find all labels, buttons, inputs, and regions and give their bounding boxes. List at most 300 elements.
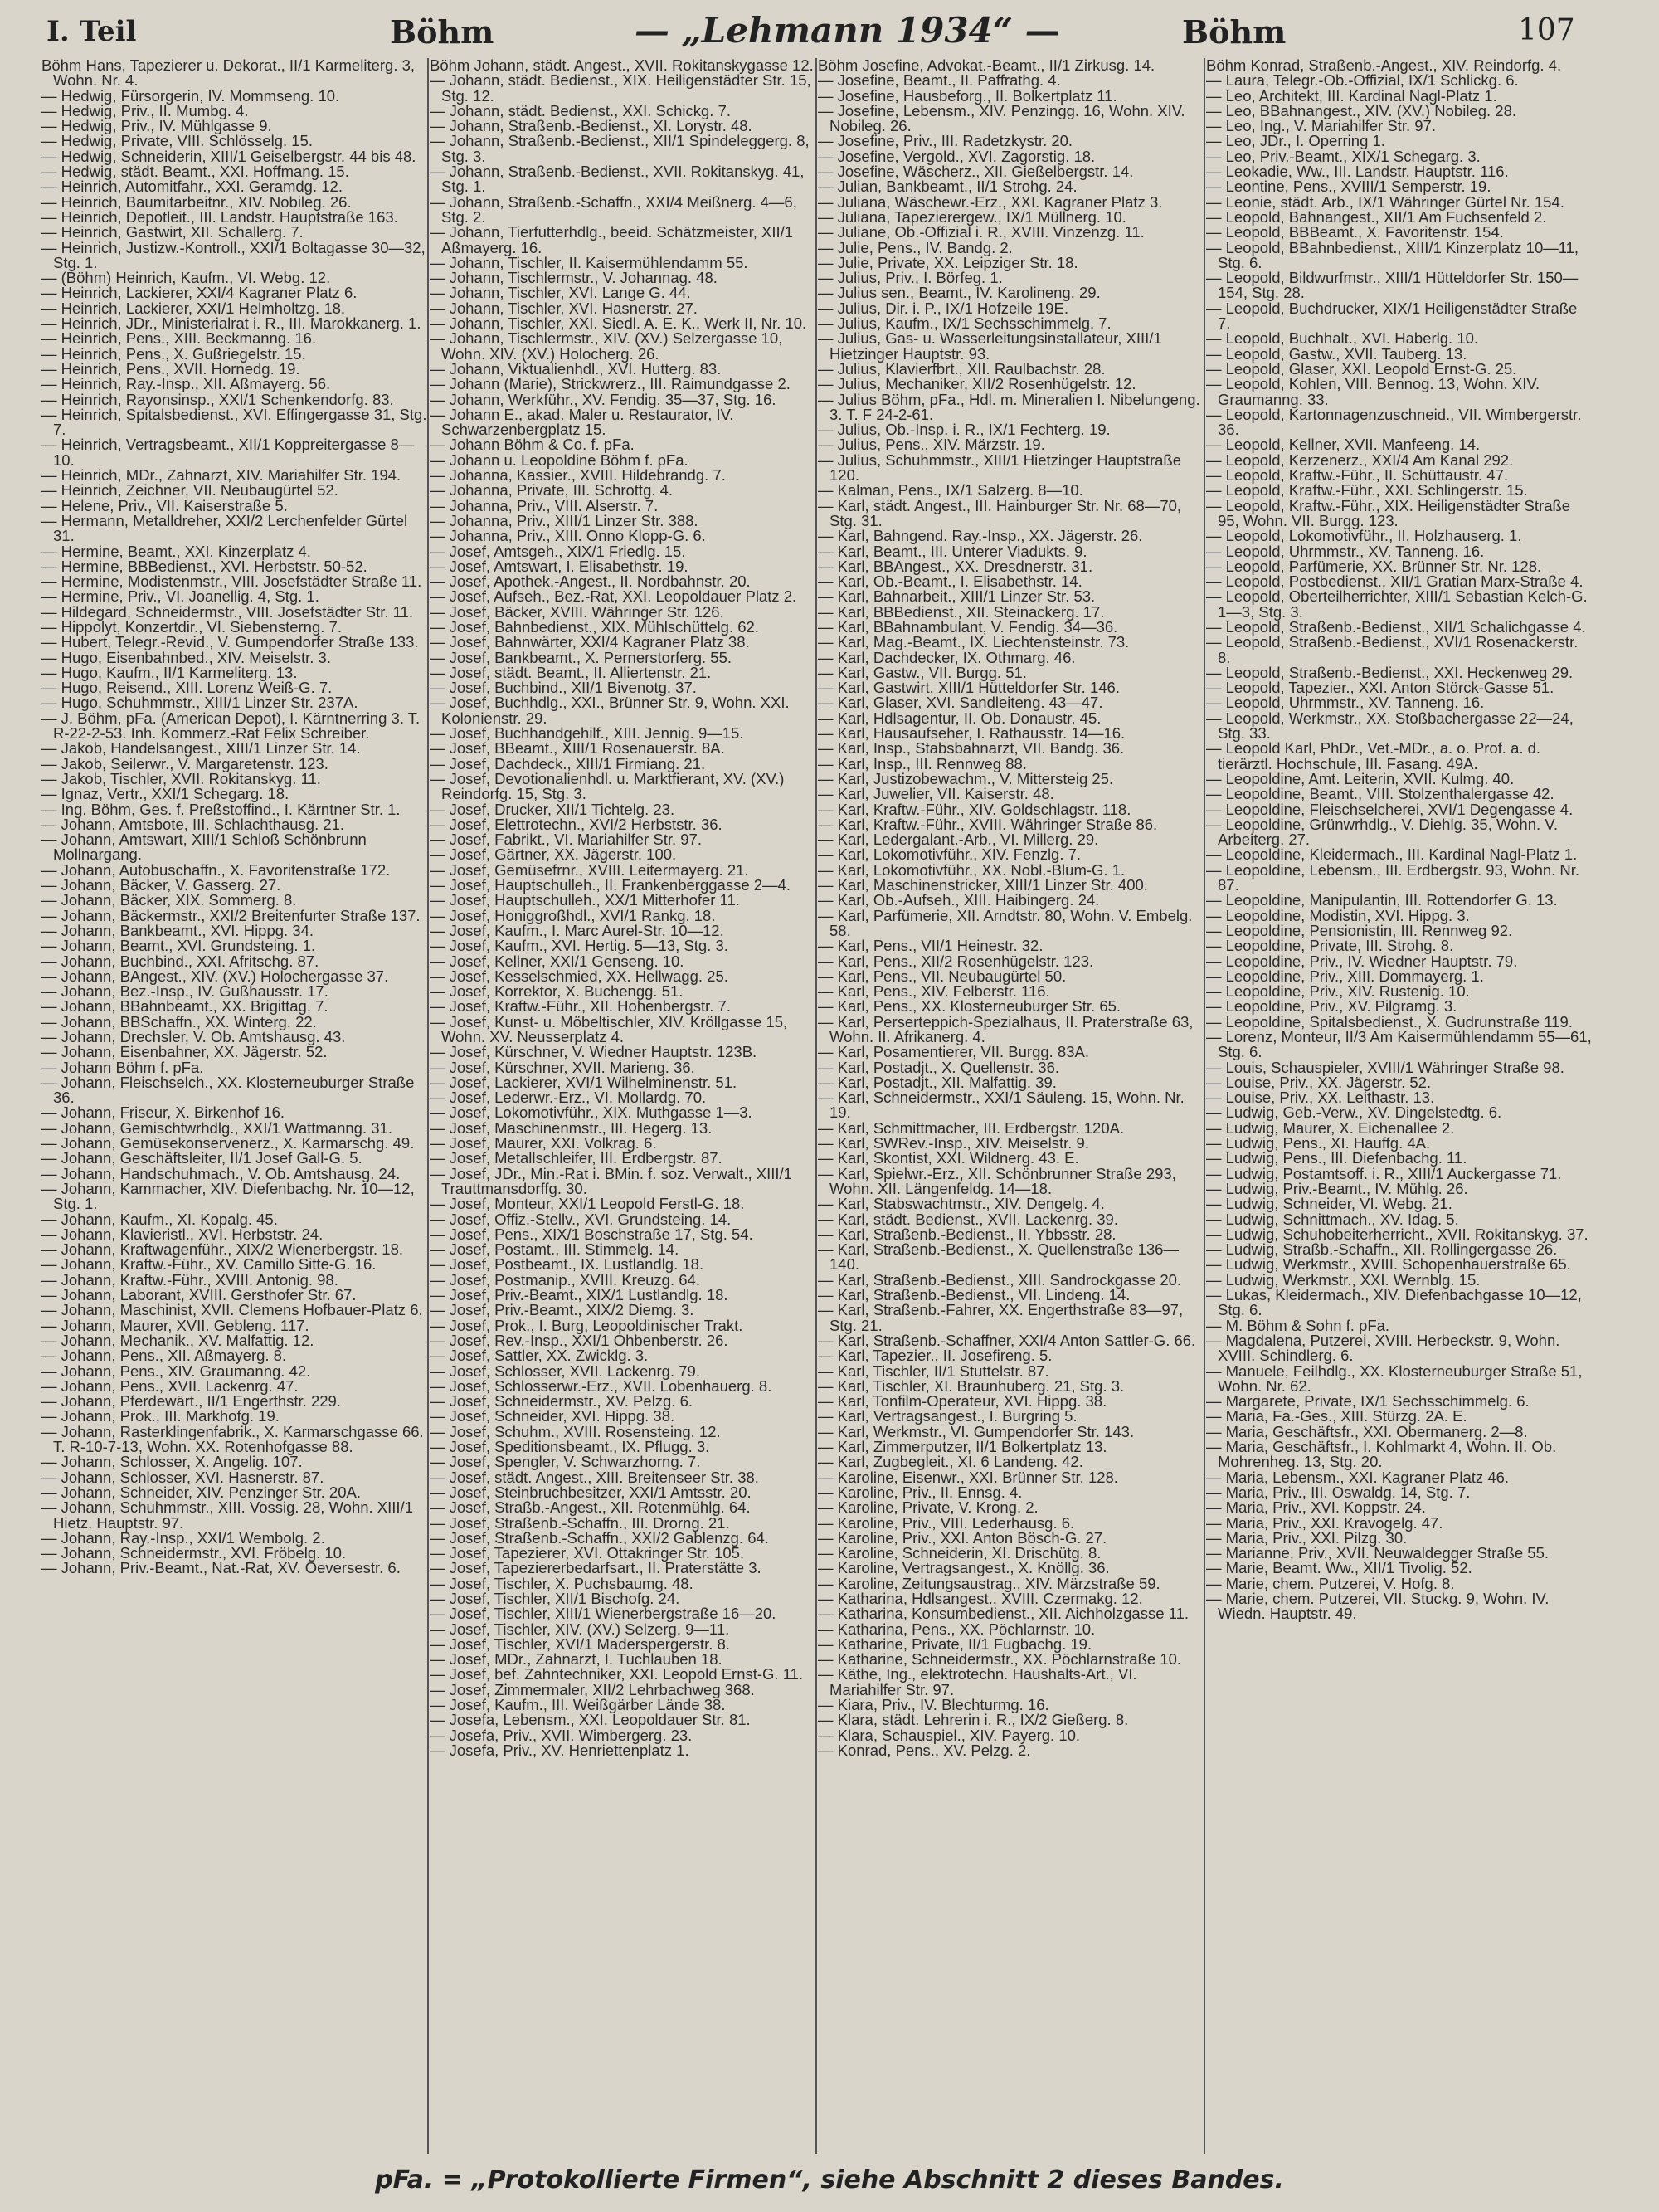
- directory-entry: — Konrad, Pens., XV. Pelzg. 2.: [818, 1741, 1031, 1759]
- directory-entry: — Johanna, Priv., XIII. Onno Klopp-G. 6.: [430, 527, 706, 545]
- directory-entry: — Karl, Juwelier, VII. Kaiserstr. 48.: [818, 785, 1054, 803]
- directory-entry: — Johann, Tischler, XVI. Hasnerstr. 27.: [430, 299, 698, 317]
- directory-entry: — Juliana, Wäschewr.-Erz., XXI. Kagraner Platz 3.: [818, 192, 1163, 211]
- directory-entry: — Leopold, Werkmstr., XX. Stoßbachergasse 22—24, Stg. 33.: [1206, 709, 1574, 743]
- directory-entry: — Josef, Tapeziererbedarfsart., II. Praterstätte 3.: [430, 1559, 761, 1577]
- directory-entry: — Heinrich, Justizw.-Kontroll., XXI/1 Boltagasse 30—32, Stg. 1.: [41, 238, 426, 271]
- directory-entry: — Josef, Buchhandgehilf., XIII. Jennig. 9—15.: [430, 724, 744, 743]
- directory-entry: — Karl, BBBedienst., XII. Steinackerg. 17.: [818, 602, 1105, 621]
- directory-entry: — Josef, Kraftw.-Führ., XII. Hohenbergstr. 7.: [430, 997, 731, 1016]
- directory-entry: — Josef, Gärtner, XX. Jägerstr. 100.: [430, 845, 677, 864]
- directory-entry: — Karl, Postadjt., XII. Malfattig. 39.: [818, 1073, 1057, 1091]
- directory-entry: — Ludwig, Pens., XI. Hauffg. 4A.: [1206, 1134, 1431, 1152]
- directory-entry: — Karl, Gastw., VII. Burgg. 51.: [818, 663, 1027, 681]
- directory-entry: — Heinrich, Depotleit., III. Landstr. Hauptstraße 163.: [41, 207, 398, 226]
- directory-entry: — Hedwig, Priv., II. Mumbg. 4.: [41, 101, 249, 119]
- directory-entry: — Josef, Bahnbedienst., XIX. Mühlschüttelg. 62.: [430, 617, 759, 636]
- directory-entry: — Hermann, Metalldreher, XXI/2 Lerchenfelder Gürtel 31.: [41, 511, 408, 545]
- directory-entry: — Johann, BBSchaffn., XX. Winterg. 22.: [41, 1012, 317, 1030]
- directory-entry: — Josef, Straßb.-Angest., XII. Rotenmühlg. 64.: [430, 1498, 751, 1517]
- directory-entry: — Johanna, Priv., XIII/1 Linzer Str. 388.: [430, 511, 698, 529]
- directory-entry: — Heinrich, Ray.-Insp., XII. Aßmayerg. 56.: [41, 375, 331, 393]
- directory-entry: — Josef, Kaufm., I. Marc Aurel-Str. 10—12.: [430, 921, 724, 939]
- directory-entry: — Johann, Straßenb.-Bedienst., XVII. Rokitanskyg. 41, Stg. 1.: [430, 163, 805, 196]
- directory-entry: — Josef, Maschinenmstr., III. Hegerg. 13.: [430, 1118, 713, 1137]
- directory-entry: — Julie, Private, XX. Leipziger Str. 18.: [818, 253, 1078, 271]
- directory-entry: — Karl, Ob.-Aufseh., XIII. Haibingerg. 24.: [818, 891, 1100, 909]
- directory-entry: — Leopold, Gastw., XVII. Tauberg. 13.: [1206, 344, 1467, 363]
- directory-entry: — Josef, Kunst- u. Möbeltischler, XIV. Kröllgasse 15, Wohn. XV. Neusserplatz 4.: [430, 1012, 788, 1045]
- directory-entry: — Heinrich, Vertragsbeamt., XII/1 Koppreitergasse 8—10.: [41, 436, 415, 469]
- directory-entry: — Josef, Offiz.-Stellv., XVI. Grundsteing. 14.: [430, 1210, 732, 1228]
- directory-entry: — Josef, Tischler, XVI/1 Maderspergerstr. 8.: [430, 1635, 730, 1653]
- directory-entry: — Katharina, Pens., XX. Pöchlarnstr. 10.: [818, 1620, 1096, 1638]
- directory-entry: — Karl, städt. Bedienst., XVII. Lackenrg. 39.: [818, 1210, 1118, 1228]
- directory-entry: — Leopoldine, Pensionistin, III. Rennweg 92.: [1206, 921, 1513, 939]
- directory-entry: — Julius, Priv., I. Börfeg. 1.: [818, 269, 1003, 287]
- directory-entry: — Johann, Priv.-Beamt., Nat.-Rat, XV. Oeversestr. 6.: [41, 1559, 401, 1577]
- column-4: [1206, 58, 1592, 2154]
- directory-entry: — Johanna, Priv., VIII. Alserstr. 7.: [430, 496, 659, 514]
- directory-entry: — Leopoldine, Grünwrhdlg., V. Diehlg. 35, Wohn. V. Arbeiterg. 27.: [1206, 815, 1559, 849]
- directory-entry: — Johann, BAngest., XIV. (XV.) Holochergasse 37.: [41, 967, 389, 985]
- directory-entry: — Karoline, Zeitungsaustrag., XIV. Märzstraße 59.: [818, 1574, 1160, 1592]
- directory-entry: — Maria, Lebensm., XXI. Kagraner Platz 46.: [1206, 1468, 1510, 1486]
- directory-entry: — Josefine, Wäscherz., XII. Gießelbergstr. 14.: [818, 163, 1134, 181]
- directory-entry: — Johann, Prok., III. Markhofg. 19.: [41, 1407, 280, 1425]
- directory-entry: — Josef, Zimmermaler, XII/2 Lehrbachweg 368.: [430, 1680, 755, 1698]
- footer-note: pFa. = „Protokollierte Firmen“, siehe Abschnitt 2 dieses Bandes.: [375, 2166, 1284, 2195]
- directory-entry: — Josef, Drucker, XII/1 Tichtelg. 23.: [430, 800, 675, 818]
- directory-entry: — Josef, Lokomotivführ., XIX. Muthgasse 1—3.: [430, 1104, 752, 1122]
- directory-entry: — Klara, Schauspiel., XIV. Payerg. 10.: [818, 1726, 1081, 1744]
- directory-entry: — Karl, Kraftw.-Führ., XIV. Goldschlagstr. 118.: [818, 800, 1131, 818]
- directory-entry: — Karl, Pens., XX. Klosterneuburger Str. 65.: [818, 997, 1121, 1016]
- directory-entry: — Karl, Bahngend. Ray.-Insp., XX. Jägerstr. 26.: [818, 527, 1143, 545]
- directory-entry: — Karl, Ledergalant.-Arb., VI. Millerg. 29.: [818, 831, 1099, 849]
- directory-entry: — Leonie, städt. Arb., IX/1 Währinger Gürtel Nr. 154.: [1206, 192, 1564, 211]
- directory-entry: Böhm Johann, städt. Angest., XVII. Rokitanskygasse 12.: [430, 58, 814, 74]
- directory-entry: — Leo, Priv.-Beamt., XIX/1 Schegarg. 3.: [1206, 147, 1481, 165]
- directory-entry: — Karl, Ob.-Beamt., I. Elisabethstr. 14.: [818, 572, 1082, 591]
- directory-entry: — Karoline, Schneiderin, XI. Drischütg. 8.: [818, 1544, 1102, 1562]
- directory-entry: — Johann, Klavieristl., XVI. Herbststr. 24.: [41, 1225, 324, 1243]
- directory-entry: — Johann, Ray.-Insp., XXI/1 Wembolg. 2.: [41, 1528, 325, 1547]
- directory-entry: — Maria, Fa.-Ges., XIII. Stürzg. 2A. E.: [1206, 1407, 1467, 1425]
- directory-entry: — Johann, Werkführ., XV. Fendig. 35—37, Stg. 16.: [430, 390, 776, 408]
- directory-title: — „Lehmann 1934“ —: [635, 10, 1060, 51]
- directory-entry: — Leopoldine, Modistin, XVI. Hippg. 3.: [1206, 906, 1470, 924]
- column-rule: [1204, 58, 1205, 2154]
- directory-entry: — Josef, Postamt., III. Stimmelg. 14.: [430, 1240, 679, 1259]
- directory-entry: — Johann, Schneidermstr., XVI. Fröbelg. 10.: [41, 1544, 347, 1562]
- directory-entry: — Julius Böhm, pFa., Hdl. m. Mineralien I. Nibelungeng. 3. T. F 24-2-61.: [818, 390, 1200, 423]
- directory-entry: — Johanna, Kassier., XVIII. Hildebrandg. 7.: [430, 466, 726, 485]
- directory-entry: — Hedwig, Schneiderin, XIII/1 Geiselbergstr. 44 bis 48.: [41, 147, 416, 165]
- directory-entry: — Johann, städt. Bedienst., XIX. Heiligenstädter Str. 15, Stg. 12.: [430, 71, 811, 105]
- directory-entry: — Leopoldine, Kleidermach., III. Kardinal Nagl-Platz 1.: [1206, 845, 1578, 864]
- directory-entry: — Josef, Hauptschulleh., II. Frankenberggasse 2—4.: [430, 876, 791, 894]
- directory-entry: — Leopold, Lokomotivführ., II. Holzhauserg. 1.: [1206, 527, 1522, 545]
- directory-entry: — Josef, Pens., XIX/1 Boschstraße 17, Stg. 54.: [430, 1225, 753, 1243]
- directory-entry: — Josef, Kellner, XXI/1 Genseng. 10.: [430, 952, 684, 970]
- directory-entry: — Katharina, Hdlsangest., XVIII. Czermakg. 12.: [818, 1589, 1143, 1607]
- directory-entry: — Hubert, Telegr.-Revid., V. Gumpendorfer Straße 133.: [41, 633, 419, 651]
- directory-entry: — Johann, Viktualienhdl., XVI. Hutterg. 83.: [430, 359, 722, 378]
- directory-entry: — Karl, Zugbegleit., XI. 6 Landeng. 42.: [818, 1453, 1083, 1471]
- directory-entry: — Hermine, Beamt., XXI. Kinzerplatz 4.: [41, 542, 311, 560]
- directory-entry: — Johann, Pens., XIV. Graumanng. 42.: [41, 1362, 311, 1380]
- directory-entry: — Leopold, Straßenb.-Bedienst., XVI/1 Rosenackerstr. 8.: [1206, 633, 1579, 666]
- directory-entry: — Hugo, Kaufm., II/1 Karmeliterg. 13.: [41, 663, 298, 681]
- directory-entry: — Leopoldine, Priv., IV. Wiedner Hauptstr. 79.: [1206, 952, 1518, 970]
- directory-entry: — Josefine, Priv., III. Radetzkystr. 20.: [818, 132, 1073, 150]
- directory-entry: — Karl, Straßenb.-Bedienst., II. Ybbsstr. 28.: [818, 1225, 1117, 1243]
- directory-entry: — Josef, Kaufm., XVI. Hertig. 5—13, Stg. 3.: [430, 937, 728, 955]
- directory-entry: — Josefine, Hausbeforg., II. Bolkertplatz 11.: [818, 86, 1117, 105]
- directory-entry: — Karl, Hdlsagentur, II. Ob. Donaustr. 45.: [818, 709, 1102, 727]
- directory-entry: — Johann, Pferdewärt., II/1 Engerthstr. 229.: [41, 1392, 341, 1411]
- column-rule: [815, 58, 817, 2154]
- directory-entry: — Ludwig, Pens., III. Diefenbachg. 11.: [1206, 1149, 1467, 1167]
- directory-entry: — Manuele, Feilhdlg., XX. Klosterneuburger Straße 51, Wohn. Nr. 62.: [1206, 1362, 1583, 1395]
- directory-entry: — Karl, Skontist, XXI. Wildnerg. 43. E.: [818, 1149, 1079, 1167]
- directory-entry: — Heinrich, Automitfahr., XXI. Geramdg. 12.: [41, 178, 343, 196]
- directory-entry: — Hugo, Schuhmmstr., XIII/1 Linzer Str. 237A.: [41, 694, 358, 712]
- directory-entry: — Leopoldine, Fleischselcherei, XVI/1 Degengasse 4.: [1206, 800, 1574, 818]
- directory-entry: — Heinrich, MDr., Zahnarzt, XIV. Mariahilfer Str. 194.: [41, 466, 401, 485]
- directory-entry: — Karl, Straßenb.-Bedienst., XIII. Sandrockgasse 20.: [818, 1270, 1182, 1289]
- directory-entry: — Leo, Architekt, III. Kardinal Nagl-Platz 1.: [1206, 86, 1497, 105]
- directory-entry: — Leopold, Kohlen, VIII. Bennog. 13, Wohn. XIV. Graumanng. 33.: [1206, 375, 1540, 408]
- directory-entry: — Leopold, Kellner, XVII. Manfeeng. 14.: [1206, 436, 1481, 454]
- directory-entry: — Karl, Dachdecker, IX. Othmarg. 46.: [818, 648, 1076, 666]
- directory-entry: — Karl, Insp., III. Rennweg 88.: [818, 754, 1027, 772]
- directory-entry: — Johann, Maurer, XVII. Gebleng. 117.: [41, 1316, 309, 1334]
- directory-entry: — Karl, Postadjt., X. Quellenstr. 36.: [818, 1058, 1059, 1076]
- directory-entry: — Klara, städt. Lehrerin i. R., IX/2 Gießerg. 8.: [818, 1711, 1129, 1729]
- directory-entry: — Hildegard, Schneidermstr., VIII. Josefstädter Str. 11.: [41, 602, 413, 621]
- directory-entry: — Josef, Straßenb.-Schaffn., III. Drorng. 21.: [430, 1513, 730, 1532]
- directory-entry: — Heinrich, Zeichner, VII. Neubaugürtel 52.: [41, 481, 338, 499]
- directory-entry: — Karl, BBahnambulant, V. Fendig. 34—36.: [818, 617, 1118, 636]
- directory-entry: — Johann, Schneider, XIV. Penzinger Str. 20A.: [41, 1483, 361, 1501]
- directory-entry: — Leopold, Kraftw.-Führ., XXI. Schlingerstr. 15.: [1206, 481, 1528, 499]
- directory-entry: — Leopoldine, Beamt., VIII. Stolzenthalergasse 42.: [1206, 785, 1554, 803]
- right-running-head: Böhm: [1182, 13, 1287, 51]
- directory-entry: — Ludwig, Schneider, VI. Webg. 21.: [1206, 1195, 1452, 1213]
- directory-entry: — Karl, BBAngest., XX. Dresdnerstr. 31.: [818, 557, 1093, 575]
- directory-entry: — Johann, Tischlermstr., V. Johannag. 48.: [430, 269, 718, 287]
- directory-entry: — Leopold, Straßenb.-Bedienst., XXI. Heckenweg 29.: [1206, 663, 1574, 681]
- directory-entry: — Johann, städt. Bedienst., XXI. Schickg. 7.: [430, 101, 731, 119]
- directory-entry: — Karl, Justizobewachm., V. Mittersteig 25.: [818, 769, 1114, 787]
- directory-entry: — Josef, Postbeamt., IX. Lustlandlg. 18.: [430, 1255, 704, 1274]
- directory-entry: — Maria, Priv., III. Oswaldg. 14, Stg. 7.: [1206, 1483, 1471, 1501]
- directory-entry: — Julius, Gas- u. Wasserleitungsinstallateur, XIII/1 Hietzinger Hauptstr. 93.: [818, 329, 1162, 363]
- directory-entry: — Johann, Kraftw.-Führ., XV. Camillo Sitte-G. 16.: [41, 1255, 377, 1274]
- directory-entry: — Ludwig, Straßb.-Schaffn., XII. Rollingergasse 26.: [1206, 1240, 1558, 1259]
- directory-entry: — Karl, Tischler, XI. Braunhuberg. 21, Stg. 3.: [818, 1376, 1125, 1395]
- directory-entry: — Karl, Lokomotivführ., XIV. Fenzlg. 7.: [818, 845, 1082, 864]
- directory-entry: — Johann, Autobuschaffn., X. Favoritenstraße 172.: [41, 860, 391, 879]
- directory-entry: — Johann, Eisenbahner, XX. Jägerstr. 52.: [41, 1043, 328, 1061]
- directory-entry: — Katharine, Schneidermstr., XX. Pöchlarnstraße 10.: [818, 1650, 1182, 1669]
- directory-entry: — Josef, Metallschleifer, III. Erdbergstr. 87.: [430, 1149, 722, 1167]
- directory-entry: — Johann, Bäcker, V. Gasserg. 27.: [41, 876, 281, 894]
- directory-entry: — Leo, JDr., I. Operring 1.: [1206, 132, 1385, 150]
- directory-entry: — Karl, Straßenb.-Bedienst., VII. Lindeng. 14.: [818, 1286, 1131, 1304]
- directory-entry: — Julius, Pens., XIV. Märzstr. 19.: [818, 436, 1045, 454]
- directory-entry: — Karl, Pens., VII/1 Heinestr. 32.: [818, 937, 1044, 955]
- directory-entry: — Leopold, Bildwurfmstr., XIII/1 Hütteldorfer Str. 150—154, Stg. 28.: [1206, 269, 1579, 302]
- directory-entry: — (Böhm) Heinrich, Kaufm., VI. Webg. 12.: [41, 269, 331, 287]
- directory-entry: — Leopold, Bahnangest., XII/1 Am Fuchsenfeld 2.: [1206, 207, 1547, 226]
- directory-entry: — Karoline, Eisenwr., XXI. Brünner Str. 128.: [818, 1468, 1118, 1486]
- directory-entry: — Karl, Posamentierer, VII. Burgg. 83A.: [818, 1043, 1089, 1061]
- directory-entry: — Karl, Straßenb.-Fahrer, XX. Engerthstraße 83—97, Stg. 21.: [818, 1301, 1184, 1334]
- directory-entry: — Johann, Maschinist, XVII. Clemens Hofbauer-Platz 6.: [41, 1301, 423, 1319]
- directory-entry: — Josef, Devotionalienhdl. u. Marktfierant, XV. (XV.) Reindorfg. 15, Stg. 3.: [430, 769, 785, 803]
- directory-entry: — Karl, Maschinenstricker, XIII/1 Linzer Str. 400.: [818, 876, 1148, 894]
- directory-entry: — Johann, Handschuhmach., V. Ob. Amtshausg. 24.: [41, 1164, 401, 1182]
- directory-entry: — Heinrich, Rayonsinsp., XXI/1 Schenkendorfg. 83.: [41, 390, 394, 408]
- directory-entry: — Johann, Mechanik., XV. Malfattig. 12.: [41, 1331, 314, 1349]
- directory-entry: — Karl, Mag.-Beamt., IX. Liechtensteinstr. 73.: [818, 633, 1130, 651]
- directory-entry: — Karoline, Private, V. Krong. 2.: [818, 1498, 1039, 1517]
- directory-entry: — Leopoldine, Amt. Leiterin, XVII. Kulmg. 40.: [1206, 769, 1515, 787]
- directory-entry: — Johann, Tierfutterhdlg., beeid. Schätzmeister, XII/1 Aßmayerg. 16.: [430, 223, 794, 256]
- directory-entry: — Karl, Zimmerputzer, II/1 Bolkertplatz 13.: [818, 1438, 1107, 1456]
- column-1: [41, 58, 427, 2154]
- directory-entry: — Karl, Glaser, XVI. Sandleiteng. 43—47.: [818, 694, 1103, 712]
- column-3: [818, 58, 1204, 2154]
- directory-entry: — Josef, Buchbind., XII/1 Bivenotg. 37.: [430, 679, 697, 697]
- directory-entry: — Johann u. Leopoldine Böhm f. pFa.: [430, 451, 688, 469]
- directory-entry: — Josef, Schneidermstr., XV. Pelzg. 6.: [430, 1392, 693, 1411]
- directory-entry: — Josef, Bankbeamt., X. Pernerstorferg. 55.: [430, 648, 732, 666]
- directory-entry: — Heinrich, JDr., Ministerialrat i. R., III. Marokkanerg. 1.: [41, 314, 421, 333]
- directory-entry: — Josef, Schlosser, XVII. Lackenrg. 79.: [430, 1362, 700, 1380]
- directory-entry: — Josef, Aufseh., Bez.-Rat, XXI. Leopoldauer Platz 2.: [430, 587, 797, 606]
- directory-entry: — Karl, Gastwirt, XIII/1 Hütteldorfer Str. 146.: [818, 679, 1120, 697]
- directory-entry: — Josefine, Beamt., II. Paffrathg. 4.: [818, 71, 1061, 90]
- directory-entry: — Josef, Prok., I. Burg, Leopoldinischer Trakt.: [430, 1316, 743, 1334]
- directory-entry: — Ignaz, Vertr., XXI/1 Schegarg. 18.: [41, 785, 289, 803]
- column-rule: [427, 58, 429, 2154]
- directory-entry: — Louis, Schauspieler, XVIII/1 Währinger Straße 98.: [1206, 1058, 1564, 1076]
- directory-entry: — Laura, Telegr.-Ob.-Offizial, IX/1 Schlickg. 6.: [1206, 71, 1519, 90]
- directory-entry: — Josef, Buchhdlg., XXI., Brünner Str. 9, Wohn. XXI. Kolonienstr. 29.: [430, 694, 790, 727]
- directory-entry: — Johann, Kammacher, XIV. Diefenbachg. Nr. 10—12, Stg. 1.: [41, 1179, 415, 1213]
- directory-entry: — Karl, Bahnarbeit., XIII/1 Linzer Str. 53.: [818, 587, 1096, 606]
- directory-entry: — Johann, Kaufm., XI. Kopalg. 45.: [41, 1210, 278, 1228]
- directory-entry: — Josef, Bahnwärter, XXI/4 Kagraner Platz 38.: [430, 633, 750, 651]
- directory-entry: — Leopold, Uhrmmstr., XV. Tanneng. 16.: [1206, 694, 1485, 712]
- directory-entry: — Karl, Straßenb.-Schaffner, XXI/4 Anton Sattler-G. 66.: [818, 1331, 1196, 1349]
- directory-entry: — Hedwig, städt. Beamt., XXI. Hoffmang. 15.: [41, 163, 349, 181]
- directory-entry: Böhm Konrad, Straßenb.-Angest., XIV. Reindorfg. 4.: [1206, 58, 1562, 74]
- directory-entry: — Johann, Straßenb.-Bedienst., XII/1 Spindeleggerg. 8, Stg. 3.: [430, 132, 810, 165]
- directory-entry: — Karl, Tapezier., II. Josefireng. 5.: [818, 1347, 1053, 1365]
- directory-entry: — Maria, Geschäftsfr., XXI. Obermanerg. 2—8.: [1206, 1422, 1528, 1440]
- directory-entry: — Josef, Kesselschmied, XX. Hellwagg. 25.: [430, 967, 728, 985]
- directory-entry: — Ludwig, Schnittmach., XV. Idag. 5.: [1206, 1210, 1459, 1228]
- directory-entry: — Karl, Pens., VII. Neubaugürtel 50.: [818, 967, 1067, 985]
- directory-entry: — Josef, Straßenb.-Schaffn., XXI/2 Gablenzg. 64.: [430, 1528, 769, 1547]
- directory-entry: — Karl, Schmittmacher, III. Erdbergstr. 120A.: [818, 1118, 1125, 1137]
- directory-entry: — Johann, Beamt., XVI. Grundsteing. 1.: [41, 937, 316, 955]
- directory-entry: — Josef, JDr., Min.-Rat i. BMin. f. soz. Verwalt., XIII/1 Trauttmansdorffg. 30.: [430, 1164, 792, 1197]
- directory-entry: — Josef, Sattler, XX. Zwicklg. 3.: [430, 1347, 649, 1365]
- directory-entry: — Leopold, Buchhalt., XVI. Haberlg. 10.: [1206, 329, 1479, 348]
- directory-entry: — Julius, Mechaniker, XII/2 Rosenhügelstr. 12.: [818, 375, 1136, 393]
- directory-entry: — Josef, Tischler, X. Puchsbaumg. 48.: [430, 1574, 693, 1592]
- directory-entry: — Jakob, Handelsangest., XIII/1 Linzer Str. 14.: [41, 739, 361, 758]
- directory-entry: — Julius, Schuhmmstr., XIII/1 Hietzinger Hauptstraße 120.: [818, 451, 1181, 485]
- page-number: 107: [1518, 13, 1575, 47]
- directory-entry: — Karl, Tonfilm-Operateur, XVI. Hippg. 38.: [818, 1392, 1107, 1411]
- directory-entry: — Josef, BBeamt., XIII/1 Rosenauerstr. 8A.: [430, 739, 725, 758]
- directory-entry: — Johann, BBahnbeamt., XX. Brigittag. 7.: [41, 997, 328, 1016]
- directory-entry: — Hedwig, Priv., IV. Mühlgasse 9.: [41, 117, 272, 135]
- directory-entry: — Karl, Tischler, II/1 Stuttelstr. 87.: [818, 1362, 1049, 1380]
- directory-entry: — Josef, Monteur, XXI/1 Leopold Ferstl-G. 18.: [430, 1195, 745, 1213]
- directory-entry: — Johann, Drechsler, V. Ob. Amtshausg. 43.: [41, 1028, 346, 1045]
- directory-entry: Böhm Hans, Tapezierer u. Dekorat., II/1 Karmeliterg. 3, Wohn. Nr. 4.: [41, 58, 416, 90]
- directory-entry: — Josef, MDr., Zahnarzt, I. Tuchlauben 18.: [430, 1650, 722, 1669]
- directory-entry: — Hermine, BBBedienst., XVI. Herbststr. 50-52.: [41, 557, 367, 575]
- directory-entry: — Leopold, Oberteilherrichter, XIII/1 Sebastian Kelch-G. 1—3, Stg. 3.: [1206, 587, 1588, 621]
- directory-entry: — Josef, Bäcker, XVIII. Währinger Str. 126.: [430, 602, 724, 621]
- directory-entry: — Jakob, Seilerwr., V. Margaretenstr. 123.: [41, 754, 328, 772]
- directory-entry: — Johann Böhm f. pFa.: [41, 1058, 204, 1076]
- left-running-head: Böhm: [390, 13, 494, 51]
- directory-entry: — Karl, Vertragsangest., I. Burgring 5.: [818, 1407, 1078, 1425]
- directory-entry: — Josef, Postmanip., XVIII. Kreuzg. 64.: [430, 1270, 700, 1289]
- directory-entry: — Karl, Insp., Stabsbahnarzt, VII. Bandg. 36.: [818, 739, 1125, 758]
- directory-entry: — Josef, Amtswart, I. Elisabethstr. 19.: [430, 557, 688, 575]
- directory-entry: — Ludwig, Werkmstr., XXI. Wernblg. 15.: [1206, 1270, 1481, 1289]
- directory-entry: — Louise, Priv., XX. Jägerstr. 52.: [1206, 1073, 1432, 1091]
- entry-columns: [41, 58, 1634, 2154]
- directory-entry: — Johann, Kraftwagenführ., XIX/2 Wienerbergstr. 18.: [41, 1240, 404, 1259]
- directory-entry: — Josefa, Lebensm., XXI. Leopoldauer Str. 81.: [430, 1711, 751, 1729]
- directory-entry: — Leopold, Kraftw.-Führ., II. Schüttaustr. 47.: [1206, 466, 1509, 485]
- directory-entry: — Leokadie, Ww., III. Landstr. Hauptstr. 116.: [1206, 163, 1509, 181]
- directory-entry: — Lukas, Kleidermach., XIV. Diefenbachgasse 10—12, Stg. 6.: [1206, 1286, 1582, 1319]
- directory-entry: — Josef, Rev.-Insp., XXI/1 Ohbenberstr. 26.: [430, 1331, 728, 1349]
- directory-entry: — Käthe, Ing., elektrotechn. Haushalts-Art., VI. Mariahilfer Str. 97.: [818, 1665, 1137, 1698]
- directory-entry: — Leopold, Buchdrucker, XIX/1 Heiligenstädter Straße 7.: [1206, 299, 1578, 333]
- directory-entry: — Julius, Ob.-Insp. i. R., IX/1 Fechterg. 19.: [818, 421, 1111, 439]
- directory-entry: — Leopold, Tapezier., XXI. Anton Störck-Gasse 51.: [1206, 679, 1554, 697]
- directory-entry: — Leopold, Straßenb.-Bedienst., XII/1 Schalichgasse 4.: [1206, 617, 1586, 636]
- directory-entry: — Hermine, Modistenmstr., VIII. Josefstädter Straße 11.: [41, 572, 422, 591]
- directory-entry: — Johann, Schuhmmstr., XIII. Vossig. 28, Wohn. XIII/1 Hietz. Hauptstr. 97.: [41, 1498, 413, 1532]
- directory-entry: — M. Böhm & Sohn f. pFa.: [1206, 1316, 1390, 1334]
- directory-entry: — Josef, Maurer, XXI. Volkrag. 6.: [430, 1134, 657, 1152]
- directory-entry: — Leopold, BBahnbedienst., XIII/1 Kinzerplatz 10—11, Stg. 6.: [1206, 238, 1579, 271]
- directory-entry: — Josef, Schuhm., XVIII. Rosensteing. 12.: [430, 1422, 721, 1440]
- directory-entry: — Heinrich, Baumitarbeitnr., XIV. Nobileg. 26.: [41, 192, 352, 211]
- directory-entry: — Johann, Bäckermstr., XXI/2 Breitenfurter Straße 137.: [41, 906, 421, 924]
- directory-entry: — Karl, Pens., XII/2 Rosenhügelstr. 123.: [818, 952, 1094, 970]
- directory-entry: — Josef, Apothek.-Angest., II. Nordbahnstr. 20.: [430, 572, 751, 591]
- directory-entry: — Ludwig, Geb.-Verw., XV. Dingelstedtg. 6.: [1206, 1104, 1502, 1122]
- directory-entry: — Josef, Speditionsbeamt., IX. Pflugg. 3.: [430, 1438, 710, 1456]
- directory-entry: — Juliana, Tapezierergew., IX/1 Müllnerg. 10.: [818, 207, 1126, 226]
- directory-entry: — Johann, Tischler, XXI. Siedl. A. E. K., Werk II, Nr. 10.: [430, 314, 807, 333]
- directory-entry: — Karl, Perserteppich-Spezialhaus, II. Praterstraße 63, Wohn. II. Afrikanerg. 4.: [818, 1012, 1194, 1045]
- directory-entry: — Josef, Gemüsefrnr., XVIII. Leitermayerg. 21.: [430, 860, 749, 879]
- directory-entry: — Marie, chem. Putzerei, V. Hofg. 8.: [1206, 1574, 1455, 1592]
- directory-entry: — Heinrich, Pens., XIII. Beckmanng. 16.: [41, 329, 317, 348]
- directory-entry: — Leopoldine, Manipulantin, III. Rottendorfer G. 13.: [1206, 891, 1558, 909]
- directory-entry: — Leopoldine, Private, III. Strohg. 8.: [1206, 937, 1454, 955]
- directory-entry: — Johann, Schlosser, XVI. Hasnerstr. 87.: [41, 1468, 324, 1486]
- directory-entry: — Leopoldine, Priv., XIV. Rustenig. 10.: [1206, 982, 1470, 1001]
- directory-entry: — Ludwig, Werkmstr., XVIII. Schopenhauerstraße 65.: [1206, 1255, 1571, 1274]
- directory-entry: — Johann, Bäcker, XIX. Sommerg. 8.: [41, 891, 297, 909]
- directory-entry: — Leo, Ing., V. Mariahilfer Str. 97.: [1206, 117, 1436, 135]
- directory-entry: — Leo, BBahnangest., XIV. (XV.) Nobileg. 28.: [1206, 101, 1517, 119]
- directory-entry: — Leopoldine, Lebensm., III. Erdbergstr. 93, Wohn. Nr. 87.: [1206, 860, 1580, 894]
- directory-entry: — Katharina, Konsumbedienst., XII. Aichholzgasse 11.: [818, 1605, 1189, 1623]
- directory-entry: — Leontine, Pens., XVIII/1 Semperstr. 19.: [1206, 178, 1491, 196]
- directory-entry: — Leopoldine, Priv., XIII. Dommayerg. 1.: [1206, 967, 1484, 985]
- directory-entry: — Karl, Pens., XIV. Felberstr. 116.: [818, 982, 1050, 1001]
- directory-entry: — Johann, Gemischtwrhdlg., XXI/1 Wattmanng. 31.: [41, 1118, 392, 1137]
- directory-entry: — Josef, Tapezierer, XVI. Ottakringer Str. 105.: [430, 1544, 745, 1562]
- directory-entry: — Hugo, Eisenbahnbed., XIV. Meiselstr. 3.: [41, 648, 331, 666]
- directory-entry: — Marie, chem. Putzerei, VII. Stuckg. 9, Wohn. IV. Wiedn. Hauptstr. 49.: [1206, 1589, 1550, 1623]
- directory-entry: — Josef, Priv.-Beamt., XIX/1 Lustlandlg. 18.: [430, 1286, 728, 1304]
- directory-entry: — Maria, Priv., XVI. Koppstr. 24.: [1206, 1498, 1426, 1517]
- directory-entry: — Josef, städt. Angest., XIII. Breitenseer Str. 38.: [430, 1468, 759, 1486]
- directory-entry: — Leopoldine, Priv., XV. Pilgramg. 3.: [1206, 997, 1457, 1016]
- directory-entry: — Johanna, Private, III. Schrottg. 4.: [430, 481, 674, 499]
- directory-entry: — Josef, Korrektor, X. Buchengg. 51.: [430, 982, 684, 1001]
- directory-entry: — Josefa, Priv., XV. Henriettenplatz 1.: [430, 1741, 689, 1759]
- directory-entry: — Johann, Friseur, X. Birkenhof 16.: [41, 1104, 285, 1122]
- directory-entry: — Josefa, Priv., XVII. Wimbergerg. 23.: [430, 1726, 693, 1744]
- directory-entry: — Johann, Kraftw.-Führ., XVIII. Antonig. 98.: [41, 1270, 338, 1289]
- directory-entry: — Karl, Beamt., III. Unterer Viadukts. 9.: [818, 542, 1087, 560]
- directory-entry: — Josef, bef. Zahntechniker, XXI. Leopold Ernst-G. 11.: [430, 1665, 804, 1683]
- directory-entry: — Karl, Spielwr.-Erz., XII. Schönbrunner Straße 293, Wohn. XII. Längenfeldg. 14—18.: [818, 1164, 1176, 1197]
- directory-entry: — Johann (Marie), Strickwrerz., III. Raimundgasse 2.: [430, 375, 791, 393]
- directory-entry: — Karoline, Priv., XXI. Anton Bösch-G. 27.: [818, 1528, 1107, 1547]
- directory-entry: — Karoline, Priv., II. Ennsg. 4.: [818, 1483, 1023, 1501]
- directory-entry: — Karoline, Vertragsangest., X. Knöllg. 36.: [818, 1559, 1110, 1577]
- directory-entry: — Hugo, Reisend., XIII. Lorenz Weiß-G. 7.: [41, 679, 333, 697]
- directory-entry: — Heinrich, Lackierer, XXI/4 Kagraner Platz 6.: [41, 284, 358, 302]
- directory-entry: — Josef, Kaufm., III. Weißgärber Lände 38.: [430, 1696, 726, 1714]
- directory-entry: — Helene, Priv., VII. Kaiserstraße 5.: [41, 496, 288, 514]
- directory-entry: — Kiara, Priv., IV. Blechturmg. 16.: [818, 1696, 1049, 1714]
- directory-entry: — Josef, Spengler, V. Schwarzhorng. 7.: [430, 1453, 701, 1471]
- directory-entry: — Johann, Buchbind., XXI. Afritschg. 87.: [41, 952, 319, 970]
- directory-entry: — Johann, Rasterklingenfabrik., X. Karmarschgasse 66. T. R-10-7-13, Wohn. XX. Rotenhofgasse 88.: [41, 1422, 424, 1456]
- directory-entry: — Karl, Werkmstr., VI. Gumpendorfer Str. 143.: [818, 1422, 1135, 1440]
- directory-entry: — Leopoldine, Spitalsbedienst., X. Gudrunstraße 119.: [1206, 1012, 1573, 1030]
- directory-entry: — Marie, Beamt. Ww., XII/1 Tivolig. 52.: [1206, 1559, 1472, 1577]
- directory-entry: — Julie, Pens., IV. Bandg. 2.: [818, 238, 1013, 256]
- directory-entry: — Josef, Lederwr.-Erz., VI. Mollardg. 70.: [430, 1089, 707, 1107]
- directory-entry: — Maria, Priv., XXI. Pilzg. 30.: [1206, 1528, 1408, 1547]
- directory-entry: — Karl, Straßenb.-Bedienst., X. Quellenstraße 136—140.: [818, 1240, 1179, 1274]
